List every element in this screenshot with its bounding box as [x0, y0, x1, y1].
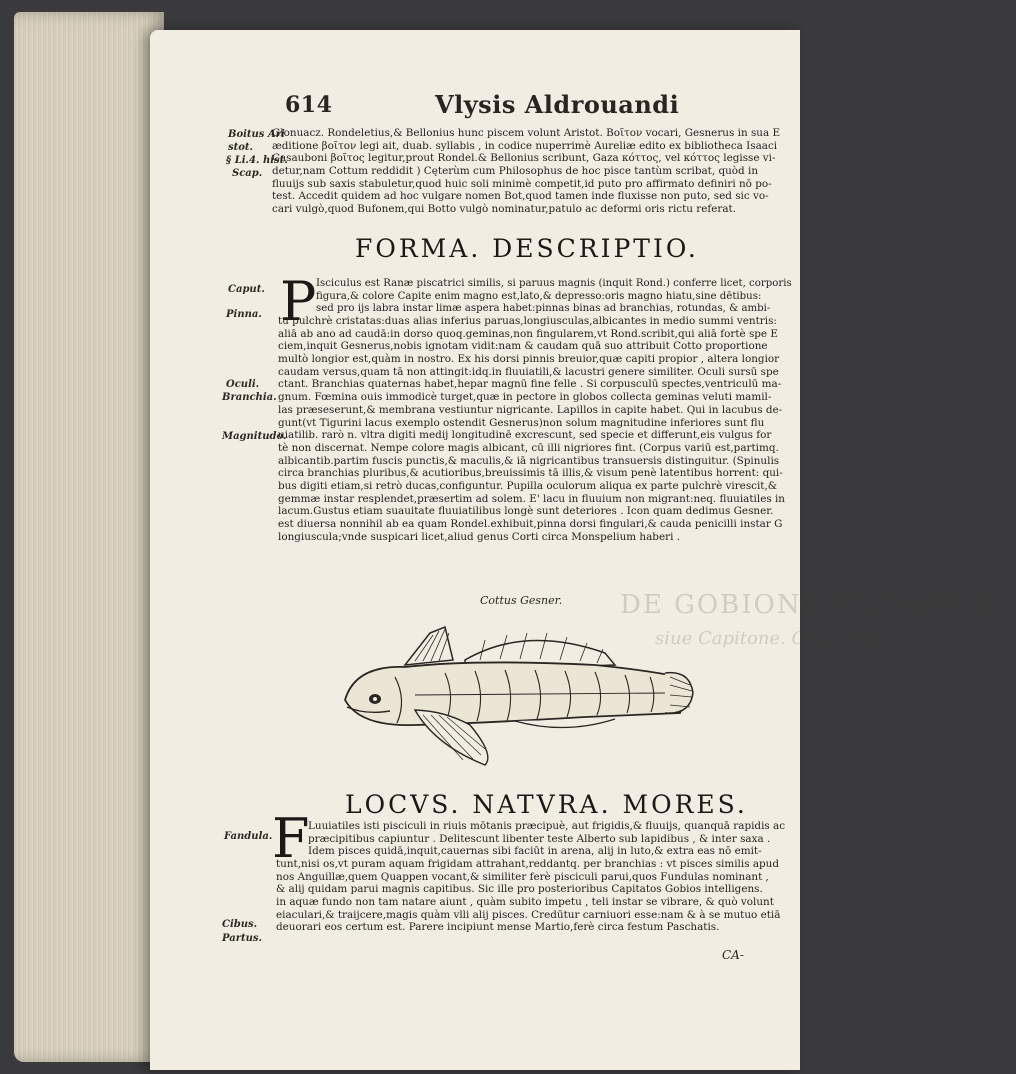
text-line: nos Anguillæ,quem Quappen vocant,& similiter ferè pisciculi parui,quos Fundulas nominant , [276, 870, 769, 883]
margin-note: Boitus Ari [228, 129, 285, 140]
text-line: præcipitibus capiuntur . Delitescunt libenter teste Alberto sub lapidibus , & inter saxa . [308, 832, 771, 845]
margin-note: Branchia. [222, 392, 277, 403]
text-line: test. Accedit quidem ad hoc vulgare nomen Bot,quod tamen inde fluxisse non puto, sed sic vo- [272, 190, 769, 203]
text-line: albicantib.partim fuscis punctis,& maculis,& iā nigricantibus transuersis distinguitur. (Spinulis [278, 454, 780, 467]
margin-note: Pinna. [226, 309, 262, 320]
text-line: eiaculari,& traijcere,magis quàm vlli alij pisces. Credūtur carniuori esse:nam & à se mutuo etiā [276, 908, 781, 921]
section1-text [272, 127, 780, 216]
margin-note: Scap. [232, 168, 263, 179]
text-line: detur,nam Cottum reddidit ) Cęterùm cum Philosophus de hoc pisce tantùm scribat, quòd in [272, 165, 759, 178]
margin-note: Fandula. [224, 831, 273, 842]
text-line: Casauboni βοῖτος legitur,prout Rondel.& Bellonius scribunt, Gaza κόττος, vel κόττος legisse vi- [272, 152, 776, 165]
text-line: gemmæ instar resplendet,præsertim ad solem. E' lacu in fluuium non migrant:neq. fluuiatiles in [278, 492, 785, 505]
text-line: cari vulgò,quod Bufonem,qui Botto vulgò nominatur,patulo ac deformi oris rictu referat. [272, 203, 737, 216]
section3-text-indented [308, 820, 785, 858]
running-head: Vlysis Aldrouandi [435, 90, 680, 119]
text-line: las præseserunt,& membrana vestiuntur nigricante. Lapillos in capite habet. Qui in lacubus de- [278, 403, 783, 416]
text-line: tu pulchrè cristatas:duas alias inferius paruas,longiusculas,albicantes in medio summi ventris: [278, 315, 777, 327]
fish-woodcut-illustration [335, 615, 695, 779]
text-line: bus digiti etiam,si retrò ducas,configuntur. Pupilla oculorum aliqua ex parte pulchrè virescit,& [278, 479, 778, 492]
drop-cap: P [280, 270, 317, 333]
bleed-heading: DE GOBIONE FLVVIATILI, [620, 590, 1016, 620]
text-line: longiuscula;vnde suspicari licet,aliud genus Corti circa Monspelium haberi . [278, 530, 681, 543]
section3-text [276, 858, 780, 934]
text-line: Isciculus est Ranæ piscatrici similis, si paruus magnis (inquit Rond.) conferre licet, corporis [316, 277, 792, 289]
page-number: 614 [285, 92, 333, 118]
text-line: aliā ab ano ad caudā:in dorso quoq.geminas,non fingularem,vt Rond.scribit,qui aliā fortè spe E [278, 327, 778, 340]
text-line: Luuiatiles isti pisciculi in riuis mōtanis præcipuè, aut frigidis,& fluuijs, quanquā rapidis ac [308, 820, 786, 832]
text-line: multò longior est,quàm in nostro. Ex his dorsi pinnis breuior,quæ capiti propior , altera longior [278, 353, 780, 366]
margin-note: Partus. [222, 933, 262, 944]
text-line: figura,& colore Capite enim magno est,lato,& depresso:oris magno hiatu,sine dētibus: [316, 289, 762, 302]
text-line: & alij quidam parui magnis capitibus. Sic ille pro posterioribus Capitatos Gobios intelligens. [276, 883, 763, 896]
section2-text [278, 315, 785, 543]
catchword: CA- [722, 948, 744, 962]
text-line: gunt(vt Tigurini lacus exemplo ostendit Gesnerus)non solum magnitudine inferiores sunt flu [278, 416, 765, 429]
text-line: tè non discernat. Nempe colore magis albicant, cū illi nigriores fint. (Corpus variū est,partimq. [278, 441, 779, 454]
text-line: æditione βοῖτον legi ait, duab. syllabis , in codice nuperrimè Aureliæ edito ex bibliotheca Isaaci [272, 139, 778, 152]
text-line: Idem pisces quidā,inquit,cauernas sibi faciūt in arena, alij in luto,& extra eas nō emit- [308, 845, 762, 858]
section-heading-forma: FORMA. DESCRIPTIO. [355, 234, 699, 263]
section-heading-locus: LOCVS. NATVRA. MORES. [345, 790, 748, 819]
text-line: sed pro ijs labra instar limæ aspera habet:pinnas binas ad branchias, rotundas, & ambi- [316, 302, 771, 315]
text-line: uiatilib. rarò n. vltra digiti medij longitudinē excrescunt, sed specie et differunt,eis vulgus for [278, 429, 772, 442]
margin-note: Magnitudo. [222, 431, 287, 442]
margin-note: stot. [228, 142, 254, 153]
bleed-subheading: siue Capitone. Cap. XVIII. [655, 628, 892, 649]
text-line: deuorari eos certum est. Parere incipiunt mense Martio,ferè circa festum Paschatis. [276, 921, 720, 934]
text-line: est diuersa nonnihil ab ea quam Rondel.exhibuit,pinna dorsi fingulari,& cauda penicilli instar G [278, 518, 783, 530]
margin-note: Caput. [228, 284, 265, 295]
margin-note: Oculi. [226, 379, 260, 390]
text-line: circa branchias pluribus,& acutioribus,breuissimis tā illis,& visum penè latentibus horrent: qui- [278, 467, 783, 480]
text-line: tunt,nisi os,vt puram aquam frigidam attrahant,reddantq. per branchias : vt pisces similis apud [276, 858, 780, 870]
text-line: lacum.Gustus etiam suauitate fluuiatilibus longè sunt deteriores . Icon quam dedimus Gesner. [278, 505, 774, 518]
text-line: in aquæ fundo non tam natare aiunt , quàm subito impetu , teli instar se vibrare, & quò volunt [276, 896, 774, 909]
text-line: caudam versus,quam tā non attingit:idq.in fluuiatili,& lacustri genere similiter. Oculi sursū spe [278, 365, 779, 378]
text-line: fluuijs sub saxis stabuletur,quod huic soli minimè competit,id puto pro affirmato definiri nō po- [272, 177, 772, 190]
text-line: ctant. Branchias quaternas habet,hepar magnū fine felle . Si corpusculū spectes,ventriculū ma- [278, 378, 782, 391]
text-line: Glonuacz. Rondeletius,& Bellonius hunc piscem volunt Aristot. Βοῖτον vocari, Gesnerus in sua E [272, 127, 781, 139]
text-line: gnum. Fœmina ouis immodicè turget,quæ in pectore in globos collecta geminas veluti mamil- [278, 391, 772, 404]
margin-note: Cibus. [222, 919, 258, 930]
text-line: ciem,inquit Gesnerus,nobis ignotam vidit:nam & caudam quā suo attribuit Cotto proportione [278, 340, 768, 353]
margin-note: § Li.4. hist. [226, 155, 288, 166]
book-page-edges [14, 12, 164, 1062]
drop-cap: F [272, 807, 310, 870]
figure-caption: Cottus Gesner. [480, 594, 563, 607]
section2-text-indented [316, 277, 802, 315]
